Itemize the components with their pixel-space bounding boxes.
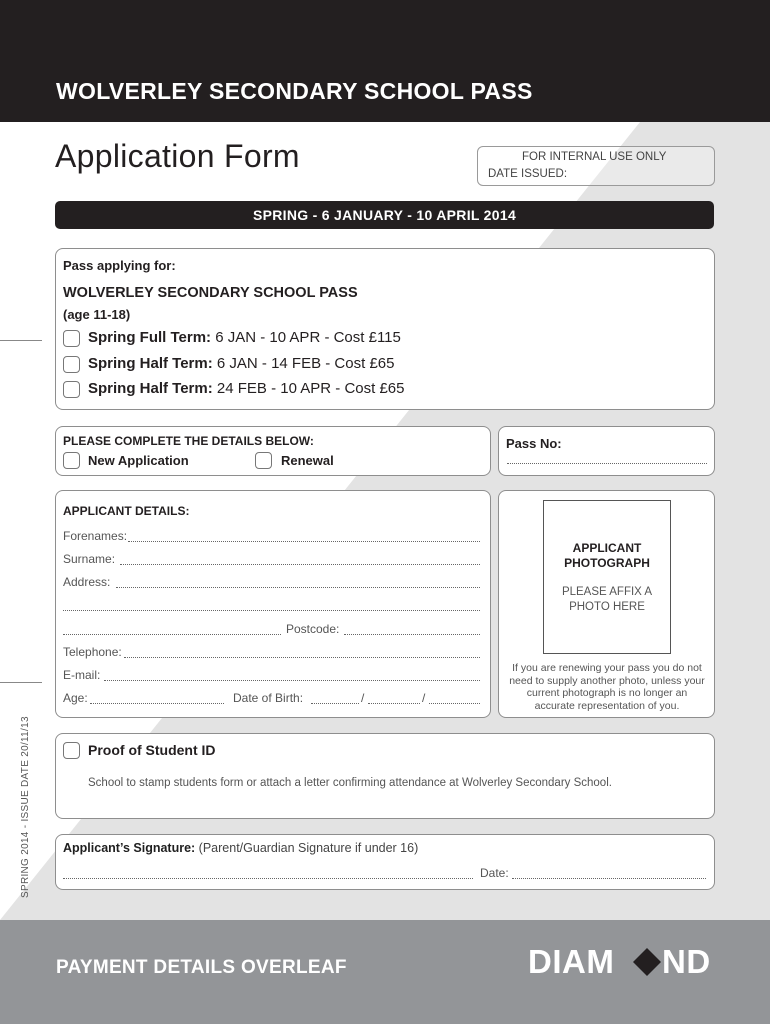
signature-date-field[interactable] [512,878,706,879]
address-label: Address: [63,575,111,589]
issue-date-side-text: SPRING 2014 - ISSUE DATE 20/11/13 [20,716,31,898]
photo-sub-line2: PHOTO HERE [569,601,645,613]
dob-month-field[interactable] [368,703,420,704]
option-spring-full-term [88,329,401,346]
term-banner: SPRING - 6 JANUARY - 10 APRIL 2014 [55,201,714,229]
address-field-line3[interactable] [63,634,281,635]
photo-title [544,541,670,571]
signature-date-label: Date: [480,866,509,880]
option-label: Spring Full Term: [88,329,212,346]
email-label: E-mail: [63,668,101,682]
page-title: Application Form [55,138,300,174]
logo-text-left: DIAM [528,943,615,980]
pass-age-range: (age 11-18) [63,307,131,322]
payment-details-text: PAYMENT DETAILS OVERLEAF [56,957,347,978]
pass-applying-label: Pass applying for: [63,258,176,273]
address-field-line1[interactable] [116,587,480,588]
telephone-field[interactable] [124,657,480,658]
age-label: Age: [63,691,88,705]
photo-title-line2: PHOTOGRAPH [564,556,650,570]
fold-mark [0,340,42,341]
age-field[interactable] [90,703,224,704]
telephone-label: Telephone: [63,645,122,659]
renewal-checkbox[interactable] [255,452,272,469]
signature-panel [55,834,715,890]
option-label: Spring Half Term: [88,380,213,397]
date-issued-label: DATE ISSUED: [488,168,568,180]
address-field-line2[interactable] [63,610,480,611]
pass-name: WOLVERLEY SECONDARY SCHOOL PASS [63,285,358,301]
new-application-checkbox[interactable] [63,452,80,469]
surname-field[interactable] [120,564,480,565]
signature-label: Applicant’s Signature: [63,841,196,855]
spring-half-term-2-checkbox[interactable] [63,381,80,398]
dob-separator: / [422,691,426,705]
option-spring-half-term-2 [88,380,405,397]
new-application-label: New Application [88,453,189,468]
diamond-logo [528,944,716,980]
photo-frame[interactable] [543,500,671,654]
details-heading: PLEASE COMPLETE THE DETAILS BELOW: [63,434,314,448]
surname-label: Surname: [63,552,116,566]
signature-field[interactable] [63,878,473,879]
signature-note: (Parent/Guardian Signature if under 16) [195,841,419,855]
photo-title-line1: APPLICANT [572,541,642,555]
postcode-field[interactable] [344,634,480,635]
dob-label: Date of Birth: [233,691,304,705]
applicant-details-heading: APPLICANT DETAILS: [63,504,190,518]
proof-label: Proof of Student ID [88,742,216,758]
diamond-icon [632,947,662,977]
logo-text-right: ND [662,943,711,980]
renewal-photo-note: If you are renewing your pass you do not need to supply another photo, unless your current photograph is no longer an accurate representation of you. [509,662,705,712]
pass-number-panel [498,426,715,476]
photo-sub-line1: PLEASE AFFIX A [561,586,653,598]
header-band [0,0,770,122]
option-label: Spring Half Term: [88,355,213,372]
forenames-field[interactable] [128,541,480,542]
proof-text: School to stamp students form or attach a letter confirming attendance at Wolverley Secondary School. [88,777,612,789]
dob-day-field[interactable] [311,703,359,704]
fold-mark [0,682,42,683]
option-detail: 6 JAN - 14 FEB - Cost £65 [212,355,395,372]
header-title: WOLVERLEY SECONDARY SCHOOL PASS [56,78,533,104]
signature-heading [63,841,418,855]
photo-instructions [544,585,670,615]
postcode-label: Postcode: [286,622,340,636]
pass-number-field[interactable] [507,463,707,464]
forenames-label: Forenames: [63,529,128,543]
applicant-details-panel [55,490,491,718]
application-type-panel [55,426,491,476]
proof-panel [55,733,715,819]
internal-use-box [477,146,715,186]
spring-full-term-checkbox[interactable] [63,330,80,347]
option-spring-half-term-1 [88,355,394,372]
option-detail: 6 JAN - 10 APR - Cost £115 [211,329,401,346]
dob-year-field[interactable] [429,703,480,704]
pass-number-label: Pass No: [506,436,562,451]
proof-checkbox[interactable] [63,742,80,759]
option-detail: 24 FEB - 10 APR - Cost £65 [212,380,405,397]
dob-separator: / [361,691,365,705]
internal-use-label: FOR INTERNAL USE ONLY [522,151,667,163]
email-field[interactable] [104,680,480,681]
renewal-label: Renewal [281,453,334,468]
spring-half-term-1-checkbox[interactable] [63,356,80,373]
